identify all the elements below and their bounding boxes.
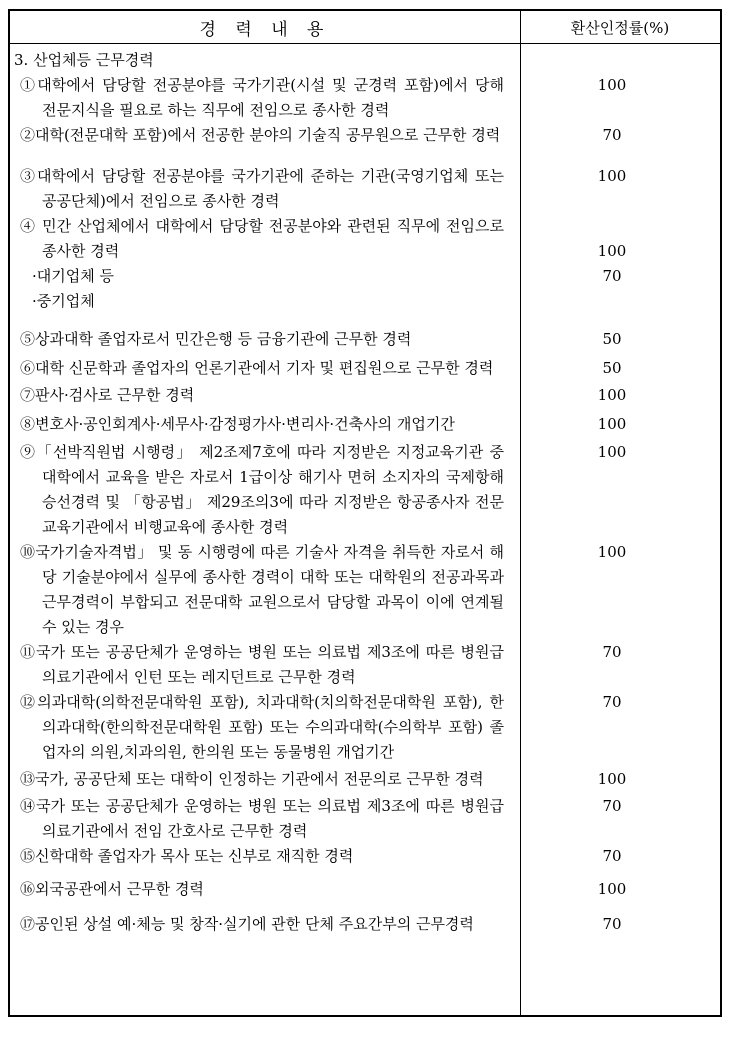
career-item-text: ⑥대학 신문학과 졸업자의 언론기관에서 기자 및 편집원으로 근무한 경력 — [20, 359, 494, 377]
career-item-row-4 — [10, 214, 720, 314]
career-item-text: ⑤상과대학 졸업자로서 민간은행 등 금융기관에 근무한 경력 — [20, 330, 412, 348]
table-body — [10, 44, 720, 937]
career-item-row-7 — [10, 383, 720, 408]
career-item-subitem-large-company: ·대기업체 등 — [32, 267, 114, 285]
career-item-row-13 — [10, 767, 720, 792]
career-item-row-10 — [10, 540, 720, 640]
career-item-text: ⑧변호사·공인회계사·세무사·감정평가사·변리사·건축사의 개업기간 — [20, 415, 455, 433]
career-item-rate: 50 — [602, 330, 622, 348]
career-item-rate: 70 — [602, 267, 622, 285]
career-item-text: ①대학에서 담당할 전공분야를 국가기관(시설 및 군경력 포함)에서 당해 전문지식을 필요로 하는 직무에 전임으로 종사한 경력 — [20, 76, 504, 119]
career-item-rate: 100 — [597, 167, 627, 185]
career-item-rate: 100 — [597, 880, 627, 898]
career-item-row-15 — [10, 844, 720, 869]
career-item-text: ⑬국가, 공공단체 또는 대학이 인정하는 기관에서 전문의로 근무한 경력 — [20, 770, 484, 788]
career-item-row-6 — [10, 356, 720, 381]
career-item-text: ⑮신학대학 졸업자가 목사 또는 신부로 재직한 경력 — [20, 847, 354, 865]
career-item-text: ④ 민간 산업체에서 대학에서 담당할 전공분야와 관련된 직무에 전임으로 종사한 경력 — [20, 217, 504, 260]
career-item-rates — [504, 214, 720, 314]
career-item-rate: 100 — [597, 543, 627, 561]
career-item-row-17 — [10, 912, 720, 937]
career-item-text: ⑨「선박직원법 시행령」 제2조제7호에 따라 지정받은 지정교육기관 중 대학에서 교육을 받은 자로서 1급이상 해기사 면허 소지자의 국제항해 승선경력 및 「항공법」 제29조의3에 따라 지정받은 항공종사자 전문교육기관에서 비행교육에 종사한 경력 — [20, 443, 504, 536]
career-item-text: ③대학에서 담당할 전공분야를 국가기관에 준하는 기관(국영기업체 또는 공공단체)에서 전임으로 종사한 경력 — [20, 167, 504, 210]
career-item-row-3 — [10, 164, 720, 214]
career-item-text: ⑭국가 또는 공공단체가 운영하는 병원 또는 의료법 제3조에 따른 병원급 의료기관에서 전임 간호사로 근무한 경력 — [20, 797, 504, 840]
career-item-text: ⑫의과대학(의학전문대학원 포함), 치과대학(치의학전문대학원 포함), 한의과대학(한의학전문대학원 포함) 또는 수의과대학(수의학부 포함) 졸업자의 의원,치과의원, 한의원 또는 동물병원 개업기간 — [20, 693, 504, 761]
career-item-text: ⑪국가 또는 공공단체가 운영하는 병원 또는 의료법 제3조에 따른 병원급 의료기관에서 인턴 또는 레지던트로 근무한 경력 — [20, 643, 504, 686]
career-item-subitem-medium-company: ·중기업체 — [32, 292, 95, 310]
career-item-text: ②대학(전문대학 포함)에서 전공한 분야의 기술직 공무원으로 근무한 경력 — [20, 126, 501, 144]
header-career-content: 경 력 내 용 — [199, 19, 331, 40]
career-item-rate: 100 — [597, 242, 627, 260]
header-conversion-rate: 환산인정률(%) — [570, 18, 670, 37]
career-item-rate: 70 — [602, 643, 622, 661]
career-item-rate: 100 — [597, 415, 627, 433]
career-recognition-table — [8, 9, 722, 1017]
career-item-rate: 50 — [602, 359, 622, 377]
career-item-rate: 100 — [597, 76, 627, 94]
career-item-rate: 70 — [602, 126, 622, 144]
career-item-row-2 — [10, 123, 720, 148]
career-item-row-8 — [10, 412, 720, 437]
career-item-row-16 — [10, 877, 720, 902]
career-item-row-11 — [10, 640, 720, 690]
career-item-rate: 100 — [597, 770, 627, 788]
career-item-rate: 70 — [602, 915, 622, 933]
career-item-text: ⑩국가기술자격법」 및 동 시행령에 따른 기술사 자격을 취득한 자로서 해당 기술분야에서 실무에 종사한 경력이 대학 또는 대학원의 전공과목과 근무경력이 부합되고 전문대학 교원으로서 담당할 과목이 이에 연계될 수 있는 경우 — [20, 543, 504, 636]
career-item-rate: 70 — [602, 797, 622, 815]
career-item-rate: 100 — [597, 443, 627, 461]
career-item-rate: 70 — [602, 693, 622, 711]
career-item-row-12 — [10, 690, 720, 765]
career-item-text: ⑰공인된 상설 예·체능 및 창작·실기에 관한 단체 주요간부의 근무경력 — [20, 915, 474, 933]
career-item-rate: 100 — [597, 386, 627, 404]
career-item-text: ⑦판사·검사로 근무한 경력 — [20, 386, 195, 404]
career-item-row-5 — [10, 327, 720, 352]
column-divider — [520, 11, 521, 1015]
career-item-text: ⑯외국공관에서 근무한 경력 — [20, 880, 204, 898]
career-item-rate: 70 — [602, 847, 622, 865]
section-title: 3. 산업체등 근무경력 — [14, 51, 154, 69]
career-item-row-14 — [10, 794, 720, 844]
career-item-row-9 — [10, 440, 720, 540]
table-header-row — [10, 11, 720, 44]
career-item-row-1 — [10, 73, 720, 123]
